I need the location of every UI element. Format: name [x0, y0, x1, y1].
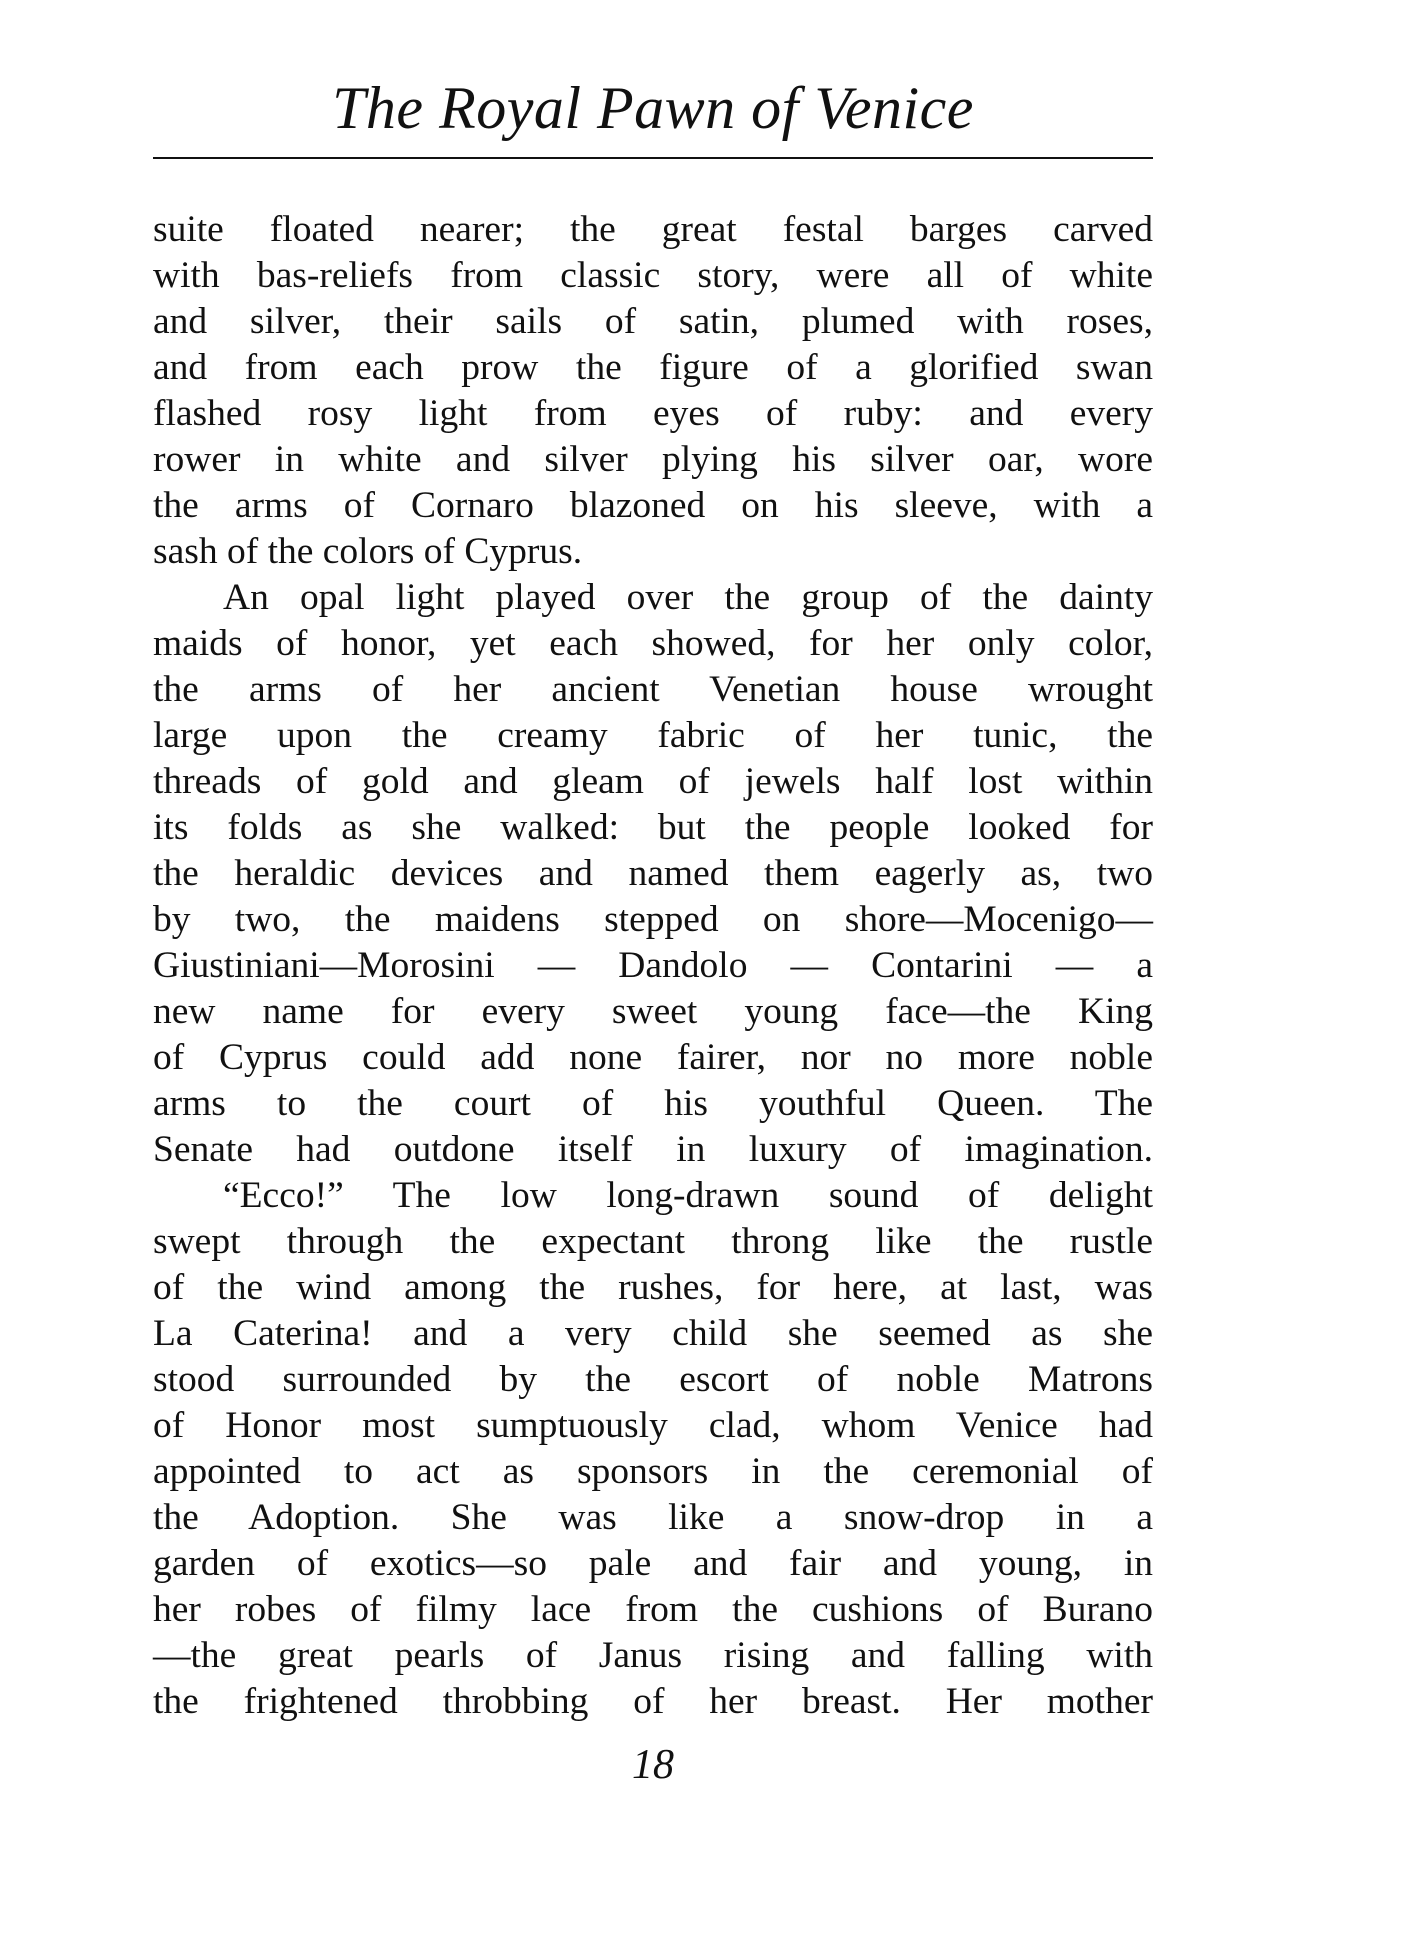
text-line: Giustiniani—Morosini — Dandolo — Contarini — a — [153, 945, 1153, 986]
text-line: stood surrounded by the escort of noble Matrons — [153, 1359, 1153, 1400]
running-title: The Royal Pawn of Venice — [332, 75, 974, 141]
text-line: and silver, their sails of satin, plumed with roses, — [153, 301, 1153, 342]
text-line: garden of exotics—so pale and fair and young, in — [153, 1543, 1153, 1584]
page-number: 18 — [632, 1742, 674, 1788]
text-line: —the great pearls of Janus rising and falling with — [153, 1635, 1153, 1676]
text-line: of Honor most sumptuously clad, whom Venice had — [153, 1405, 1153, 1446]
text-line: the heraldic devices and named them eagerly as, two — [153, 853, 1153, 894]
text-line: maids of honor, yet each showed, for her only color, — [153, 623, 1153, 664]
text-line: “Ecco!” The low long-drawn sound of delight — [223, 1175, 1153, 1216]
text-line: and from each prow the figure of a glorified swan — [153, 347, 1153, 388]
text-line: La Caterina! and a very child she seemed as she — [153, 1313, 1153, 1354]
text-line: the Adoption. She was like a snow-drop in a — [153, 1497, 1153, 1538]
text-line: new name for every sweet young face—the King — [153, 991, 1153, 1032]
text-line: swept through the expectant throng like the rustle — [153, 1221, 1153, 1262]
text-line: the arms of Cornaro blazoned on his sleeve, with a — [153, 485, 1153, 526]
text-line: with bas-reliefs from classic story, were all of white — [153, 255, 1153, 296]
text-line: the frightened throbbing of her breast. Her mother — [153, 1681, 1153, 1722]
text-line: by two, the maidens stepped on shore—Mocenigo— — [153, 899, 1153, 940]
text-line: sash of the colors of Cyprus. — [153, 531, 583, 572]
text-line: appointed to act as sponsors in the ceremonial of — [153, 1451, 1153, 1492]
text-line: of the wind among the rushes, for here, at last, was — [153, 1267, 1153, 1308]
text-line: the arms of her ancient Venetian house wrought — [153, 669, 1153, 710]
text-line: suite floated nearer; the great festal barges carved — [153, 209, 1153, 250]
header-rule — [153, 157, 1153, 159]
text-line: large upon the creamy fabric of her tunic, the — [153, 715, 1153, 756]
text-line: flashed rosy light from eyes of ruby: and every — [153, 393, 1153, 434]
text-line: An opal light played over the group of the dainty — [223, 577, 1153, 618]
text-line: of Cyprus could add none fairer, nor no more noble — [153, 1037, 1153, 1078]
text-line: arms to the court of his youthful Queen. The — [153, 1083, 1153, 1124]
text-line: rower in white and silver plying his silver oar, wore — [153, 439, 1153, 480]
text-line: threads of gold and gleam of jewels half lost within — [153, 761, 1153, 802]
text-line: its folds as she walked: but the people looked for — [153, 807, 1153, 848]
body-text — [153, 207, 1153, 1725]
text-line: Senate had outdone itself in luxury of imagination. — [153, 1129, 1153, 1170]
text-line: her robes of filmy lace from the cushions of Burano — [153, 1589, 1153, 1630]
